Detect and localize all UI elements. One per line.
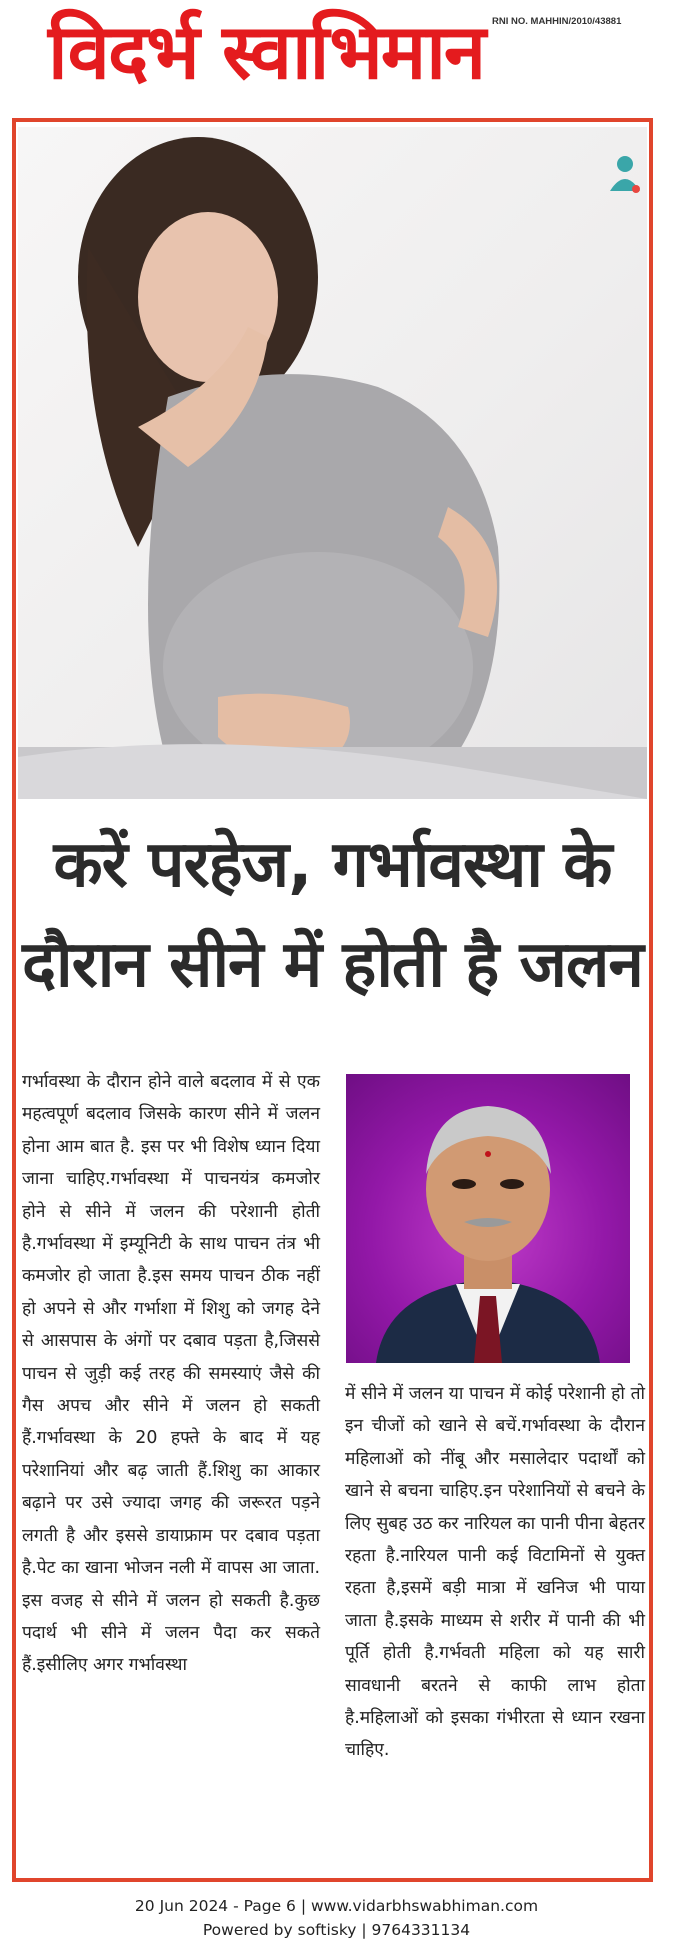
masthead [0,0,673,110]
person-icon [605,153,645,197]
article-body-right: में सीने में जलन या पाचन में कोई परेशानी हो तो इन चीजों को खाने से बचें.गर्भावस्था के दौरान महिलाओं को नींबू और मसालेदार पदार्थों को खाने से बचना चाहिए.इन परेशानियों से बचने के लिए सुबह उठ कर नारियल का पानी पीना बेहतर रहता है.नारियल पानी कई विटामिनों से युक्त रहता है,इसमें बड़ी मात्रा में खनिज भी पाया जाता है.इसके माध्यम से शरीर में पानी की भी पूर्ति होती है.गर्भवती महिला को यह सारी सावधानी बरतने से काफी लाभ होता है.महिलाओं को इसका गंभीरता से ध्यान रखना चाहिए. [345,1384,645,1761]
rni-number: RNI NO. MAHHIN/2010/43881 [492,16,622,27]
newspaper-title: विदर्भ स्वाभिमान [48,7,485,96]
article-photo-pregnant-woman [18,127,647,799]
page-footer [0,1894,673,1942]
footer-date-page-url: 20 Jun 2024 - Page 6 | www.vidarbhswabhiman.com [134,1897,539,1915]
pregnant-woman-illustration [18,127,647,799]
author-photo [346,1074,630,1363]
footer-powered-by: Powered by softisky | 9764331134 [202,1921,471,1939]
article-headline [18,815,647,1015]
article-body-left: गर्भावस्था के दौरान होने वाले बदलाव में से एक महत्वपूर्ण बदलाव जिसके कारण सीने में जलन होना आम बात है. इस पर भी विशेष ध्यान दिया जाना चाहिए.गर्भावस्था में पाचनयंत्र कमजोर होने से सीने में जलन की परेशानी होती है.गर्भावस्था में इम्यूनिटी के साथ पाचन तंत्र भी कमजोर हो जाता है.इस समय पाचन ठीक नहीं हो अपने से और गर्भाशा में शिशु को जगह देने से आसपास के अंगों पर दबाव पड़ता है,जिससे पाचन से जुड़ी कई तरह की समस्याएं जैसे की गैस अपच और सीने में जलन हो सकती हैं.गर्भावस्था के 20 हफ्ते के बाद में यह परेशानियां और बढ़ जाती हैं.शिशु का आकार बढ़ाने पर उसे ज्यादा जगह की जरूरत पड़ने लगती है और इससे डायाफ्राम पर दबाव पड़ता है.पेट का खाना भोजन नली में वापस आ जाता. इस वजह से सीने में जलन हो सकती है.कुछ पदार्थ भी सीने में जलन पैदा कर सकते हैं.इसीलिए अगर गर्भावस्था [22,1072,320,1676]
author-portrait [346,1074,630,1363]
headline-line-2: दौरान सीने में होती है जलन [22,928,643,1002]
headline-line-1: करें परहेज, गर्भावस्था के [53,828,612,902]
